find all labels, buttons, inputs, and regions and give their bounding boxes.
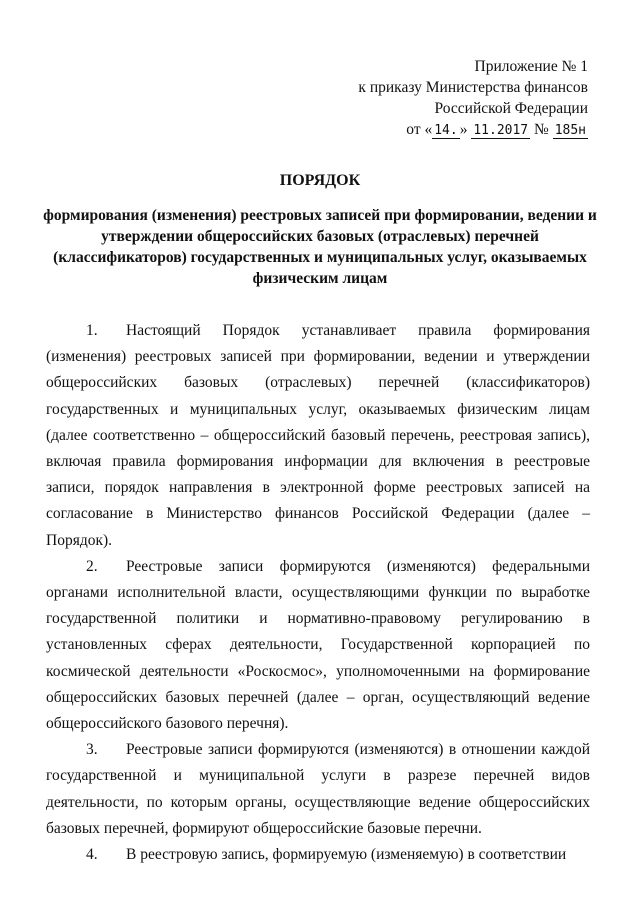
appendix-header [358,56,588,141]
paragraph [46,737,590,842]
paragraph-text: Реестровые записи формируются (изменяются) федеральными органами исполнительной власти, осуществляющими функции по выработке государственной политики и нормативно-правовому регулированию в установленных сферах деятельности, Государственной корпорацией по космической деятельности «Роскосмос», уполномоченными на формирование общероссийских базовых перечней (далее – орган, осуществляющий ведение общероссийского базового перечня). [46,557,590,733]
number-sign: № [534,121,549,138]
paragraph-number: 1. [86,322,98,339]
paragraph [46,318,590,554]
appendix-number: Приложение № 1 [474,58,588,75]
date-day: 14. [434,123,458,138]
date-month-year: 11.2017 [473,123,529,138]
ministry-country: Российской Федерации [434,100,588,117]
order-number: 185н [554,123,586,138]
paragraph-text: В реестровую запись, формируемую (изменяемую) в соответствии [126,846,567,864]
paragraph-text: Реестровые записи формируются (изменяются) в отношении каждой государственной и муниципальной услуги в разрезе перечней видов деятельности, по которым органы, осуществляющие ведение общероссийских базовых перечней, формируют общероссийские базовые перечни. [46,741,590,837]
order-reference: к приказу Министерства финансов [358,79,588,96]
document-subtitle: формирования (изменения) реестровых записей при формировании, ведении и утверждении общероссийских базовых (отраслевых) перечней (классификаторов) государственных и муниципальных услуг, оказываемых физическим лицам [43,207,597,287]
document-body [46,318,590,868]
date-mid: » [459,121,468,138]
paragraph-text: Настоящий Порядок устанавливает правила формирования (изменения) реестровых записей при формировании, ведении и утверждении общероссийских базовых (отраслевых) перечней (классификаторов) государственных и муниципальных услуг, оказываемых физическим лицам (далее соответственно – общероссийский базовый перечень, реестровая запись), включая правила формирования информации для включения в реестровые записи, порядок направления в электронной форме реестровых записей на согласование в Министерство финансов Российской Федерации (далее – Порядок). [46,322,590,549]
date-prefix: от « [406,121,433,138]
paragraph-number: 2. [86,557,98,575]
paragraph [46,554,590,737]
paragraph-number: 4. [86,846,98,864]
document-title: ПОРЯДОК [279,172,361,189]
paragraph [46,842,590,868]
order-date-line [358,119,588,141]
paragraph-number: 3. [86,741,98,759]
